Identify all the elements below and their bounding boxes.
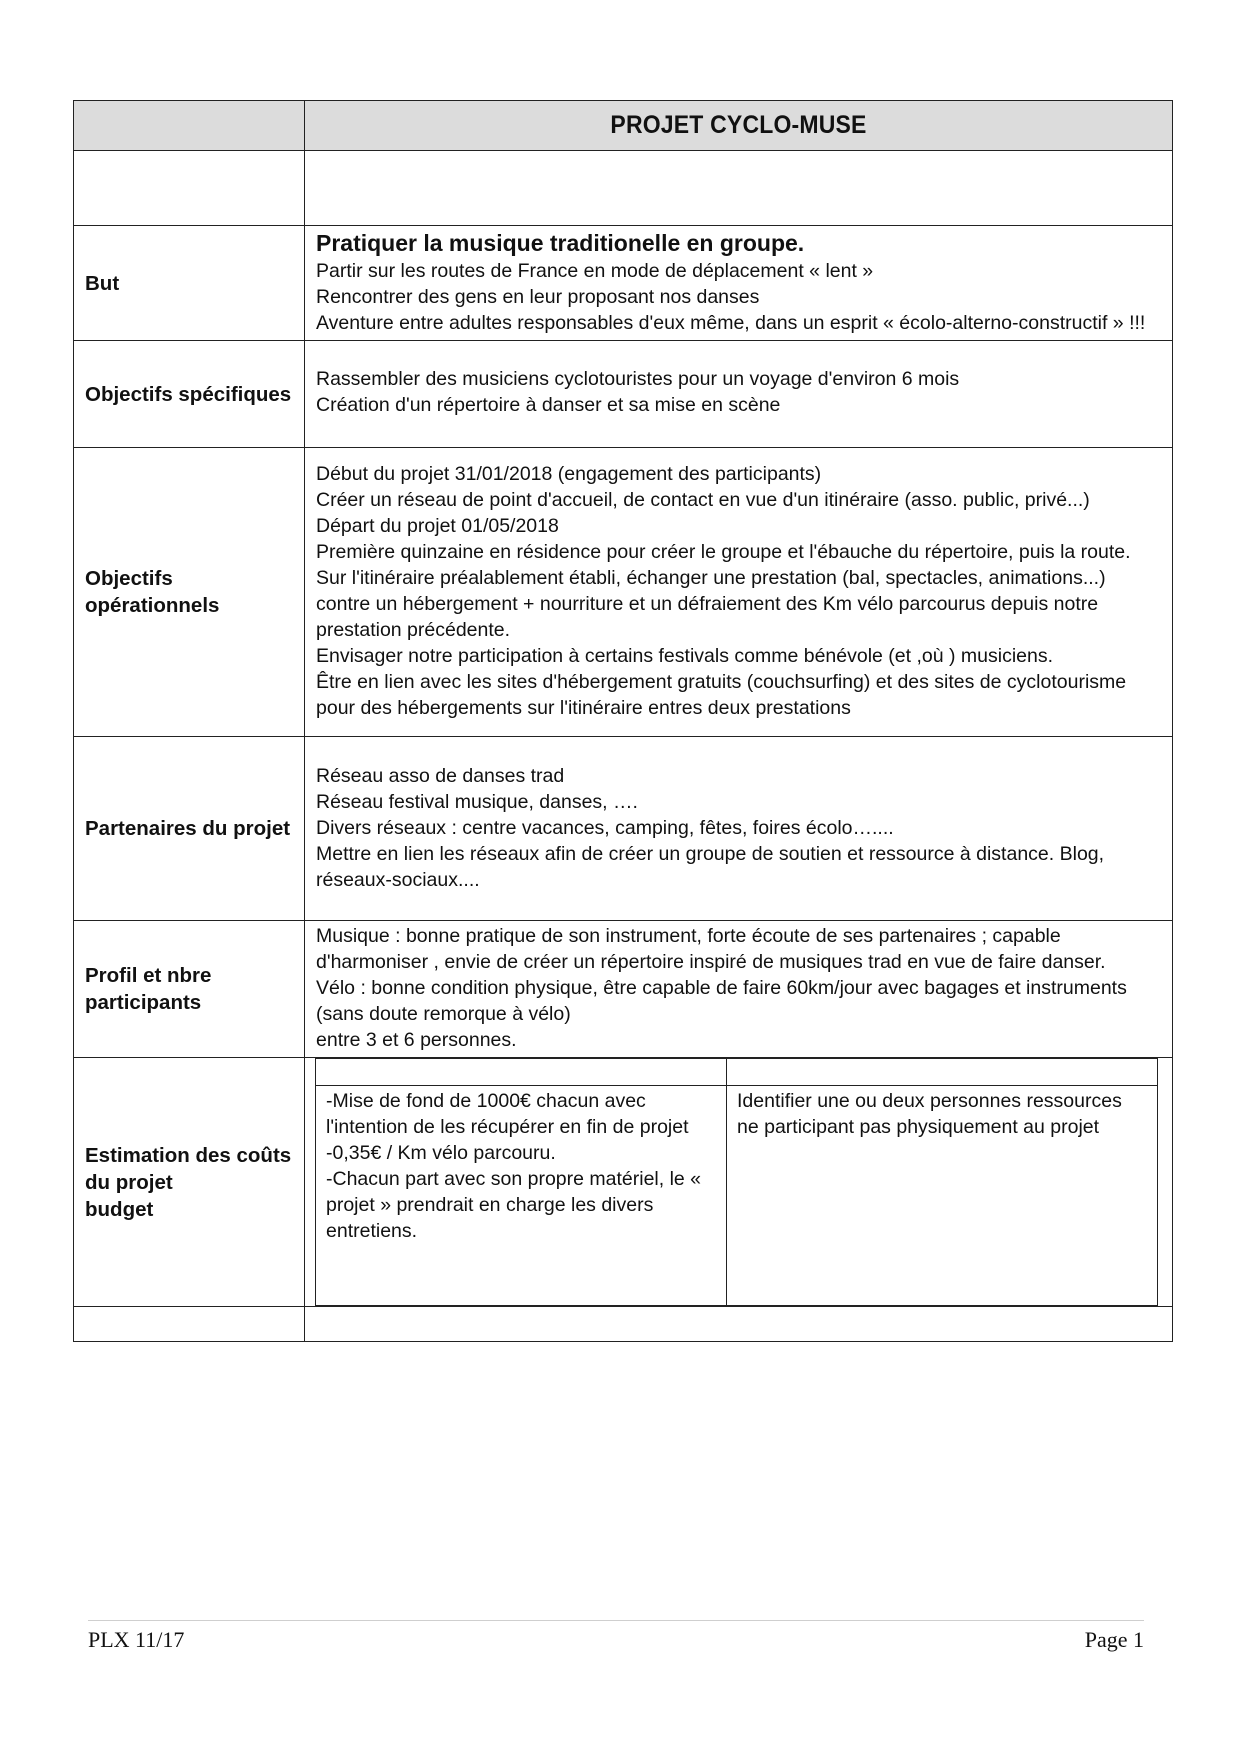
text-line: Vélo : bonne condition physique, être capable de faire 60km/jour avec bagages et instruments (sans doute remorque à vélo) <box>316 977 1127 1025</box>
content-cell <box>305 1058 1173 1307</box>
label-line: du projet <box>85 1170 173 1194</box>
text-line: -0,35€ / Km vélo parcouru. <box>326 1142 556 1164</box>
row-label-partenaires: Partenaires du projet <box>85 817 291 840</box>
text-line: Être en lien avec les sites d'hébergement gratuits (couchsurfing) et des sites de cyclotourisme pour des hébergements sur l'itinéraire entres deux prestations <box>316 671 1127 719</box>
row-objectifs-specifiques <box>74 341 1173 448</box>
but-lead: Pratiquer la musique traditionelle en groupe. <box>316 230 805 256</box>
footer-divider <box>88 1620 1144 1621</box>
label-cell <box>74 341 305 448</box>
specifiques-content <box>305 366 1172 422</box>
text-line: Partir sur les routes de France en mode de déplacement « lent » <box>316 260 874 282</box>
footer-reference: PLX 11/17 <box>88 1627 185 1652</box>
partenaires-content <box>305 761 1172 897</box>
text-line: Première quinzaine en résidence pour créer le groupe et l'ébauche du répertoire, puis la route. <box>316 541 1131 563</box>
row-objectifs-operationnels <box>74 448 1173 737</box>
row-label-budget <box>74 1142 304 1223</box>
budget-resources-cell <box>727 1086 1158 1306</box>
text-line: -Chacun part avec son propre matériel, le « projet » prendrait en charge les divers entretiens. <box>326 1168 702 1242</box>
operationnels-content <box>305 459 1172 725</box>
content-cell <box>305 448 1173 737</box>
document-title: PROJET CYCLO-MUSE <box>610 111 867 139</box>
row-label-operationnels: Objectifs opérationnels <box>85 567 220 617</box>
profil-content <box>305 921 1172 1057</box>
text-line: Début du projet 31/01/2018 (engagement des participants) <box>316 463 822 485</box>
but-content <box>305 226 1172 340</box>
content-cell <box>305 341 1173 448</box>
label-line: budget <box>85 1197 154 1221</box>
text-line: entre 3 et 6 personnes. <box>316 1029 517 1051</box>
label-line: Estimation des coûts <box>85 1143 292 1167</box>
project-table <box>73 100 1173 1342</box>
text-line: Aventure entre adultes responsables d'eux même, dans un esprit « écolo-alterno-constructif » !!! <box>316 312 1146 334</box>
row-label-but: But <box>85 271 120 295</box>
content-cell <box>305 921 1173 1058</box>
budget-inner-table <box>315 1058 1158 1306</box>
text-line: Créer un réseau de point d'accueil, de contact en vue d'un itinéraire (asso. public, privé...) <box>316 489 1090 511</box>
text-line: Envisager notre participation à certains festivals comme bénévole (et ,où ) musiciens. <box>316 645 1054 667</box>
row-partenaires <box>74 737 1173 921</box>
budget-costs-cell <box>316 1086 727 1306</box>
text-line: Départ du projet 01/05/2018 <box>316 515 559 537</box>
content-cell <box>305 737 1173 921</box>
text-line: Identifier une ou deux personnes ressources ne participant pas physiquement au projet <box>737 1090 1122 1138</box>
label-cell <box>74 921 305 1058</box>
text-line: Réseau festival musique, danses, …. <box>316 790 638 813</box>
header-title-cell <box>305 101 1173 151</box>
label-cell <box>74 226 305 341</box>
label-cell <box>74 448 305 737</box>
text-line: Sur l'itinéraire préalablement établi, échanger une prestation (bal, spectacles, animations...) contre un hébergement + nourriture et un défraiement des Km vélo parcourus depuis notre prestation précédente. <box>316 567 1106 641</box>
label-line: Profil et nbre <box>85 964 212 987</box>
row-label-profil <box>74 962 304 1016</box>
label-cell <box>74 1058 305 1307</box>
text-line: Réseau asso de danses trad <box>316 764 565 787</box>
row-profil <box>74 921 1173 1058</box>
text-line: Rassembler des musiciens cyclotouristes pour un voyage d'environ 6 mois <box>316 368 960 390</box>
row-but <box>74 226 1173 341</box>
inner-blank-row <box>316 1059 1158 1086</box>
label-cell <box>74 737 305 921</box>
row-budget <box>74 1058 1173 1307</box>
header-label-cell <box>74 101 305 151</box>
text-line: Rencontrer des gens en leur proposant nos danses <box>316 286 760 308</box>
empty-row <box>74 151 1173 226</box>
text-line: Divers réseaux : centre vacances, camping, fêtes, foires écolo….... <box>316 816 894 839</box>
content-cell <box>305 226 1173 341</box>
text-line: Musique : bonne pratique de son instrument, forte écoute de ses partenaires ; capable d'harmoniser , envie de créer un répertoire inspiré de musiques trad en vue de faire danser. <box>316 925 1106 973</box>
text-line: Mettre en lien les réseaux afin de créer un groupe de soutien et ressource à distance. Blog, réseaux-sociaux.... <box>316 842 1105 891</box>
inner-content-row <box>316 1086 1158 1306</box>
label-line: participants <box>85 991 202 1014</box>
page-number: Page 1 <box>1084 1627 1144 1652</box>
row-label-specifiques: Objectifs spécifiques <box>85 382 292 406</box>
text-line: Création d'un répertoire à danser et sa mise en scène <box>316 394 781 416</box>
header-row <box>74 101 1173 151</box>
empty-row-bottom <box>74 1307 1173 1342</box>
text-line: -Mise de fond de 1000€ chacun avec l'intention de les récupérer en fin de projet <box>326 1090 689 1138</box>
